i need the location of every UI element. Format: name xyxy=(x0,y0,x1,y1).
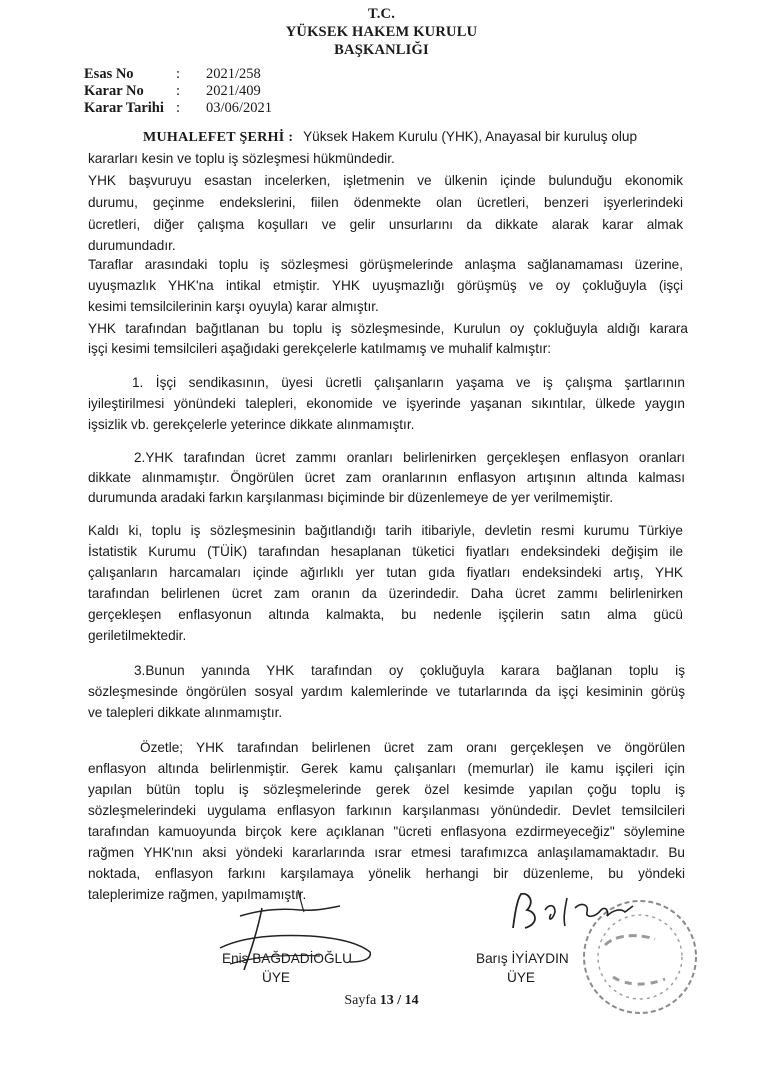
signature-left-name: Enis BAĞDADİOĞLU xyxy=(222,951,352,966)
body-line: İstatistik Kurumu (TÜİK) tarafından hesaplanan tüketici fiyatları endeksindeki değişim ile xyxy=(88,544,683,559)
signature-right-role: ÜYE xyxy=(507,970,535,985)
dissent-label: MUHALEFET ŞERHİ : xyxy=(143,130,294,145)
body-line: Kaldı ki, toplu iş sözleşmesinin bağıtlandığı tarih itibariyle, devletin resmi kurumu Türkiye xyxy=(88,523,683,538)
signature-left-role: ÜYE xyxy=(262,970,290,985)
summary-line: taleplerimize rağmen, yapılmamıştır. xyxy=(88,887,307,902)
item-1-line: iyileştirilmesi yönündeki talepleri, ekonomide ve işyerinde yaşanan sıkıntılar, ülkede yaygın xyxy=(88,396,685,411)
body-line: tarafından belirlenen ücret zam oranın da üzerindedir. Daha ücret zammı belirlenirken xyxy=(88,586,683,601)
summary-line: tarafından kamuoyunda birçok kere açıklanan "ücreti enflasyona ezdirmeyeceğiz" söylemine xyxy=(88,824,685,839)
body-line: işçi kesimi temsilcileri aşağıdaki gerekçelerle katılmamış ve muhalif kalmıştır: xyxy=(88,341,552,356)
meta-value: 03/06/2021 xyxy=(206,100,273,116)
body-text: Yüksek Hakem Kurulu (YHK), Anayasal bir kuruluş olup xyxy=(303,129,638,144)
body-line: YHK başvuruyu esastan incelerken, işletmenin ve ülkenin içinde bulunduğu ekonomik xyxy=(88,173,683,188)
item-2-line: 2.YHK tarafından ücret zammı oranları belirlenirken gerçekleşen enflasyon oranları xyxy=(134,450,685,465)
item-1-line: işsizlik vb. gerekçelerle yeterince dikkate alınmamıştır. xyxy=(88,417,415,432)
body-line: YHK tarafından bağıtlanan bu toplu iş sözleşmesinde, Kurulun oy çokluğuyla aldığı karara xyxy=(88,321,688,336)
item-2-line: durumunda aradaki farkın karşılanması biçiminde bir düzenlemeye de yer verilmemiştir. xyxy=(88,490,614,505)
meta-value: 2021/258 xyxy=(206,66,261,82)
item-3-line: ve talepleri dikkate alınmamıştır. xyxy=(88,705,283,720)
item-3-line: 3.Bunun yanında YHK tarafından oy çokluğuyla karara bağlanan toplu iş xyxy=(134,663,685,678)
meta-sep: : xyxy=(176,100,181,116)
body-line: kararları kesin ve toplu iş sözleşmesi hükmündedir. xyxy=(88,151,395,166)
dissent-opening-line xyxy=(143,128,637,147)
meta-key: Karar Tarihi xyxy=(84,100,164,116)
summary-line: enflasyon altında belirlenmiştir. Gerek kamu çalışanları (memurlar) ile kamu işçileri için xyxy=(88,761,685,776)
body-line: gerçekleşen enflasyonun altında kalmakta, bu nedenle işçilerin satın alma gücü xyxy=(88,607,683,622)
body-line: durumu, geçinme endekslerini, fiilen ödenmekte olan ücretleri, benzeri işyerlerindeki xyxy=(88,195,683,210)
meta-key: Karar No xyxy=(84,83,144,99)
signature-right-image xyxy=(505,888,655,948)
meta-value: 2021/409 xyxy=(206,83,261,99)
header-institution: YÜKSEK HAKEM KURULU xyxy=(285,24,478,40)
item-2-line: dikkate alınmamıştır. Öngörülen ücret zam oranlarının enflasyon artışının altında kalması xyxy=(88,470,685,485)
header-tc: T.C. xyxy=(367,6,396,22)
summary-line: noktada, enflasyon farkını karşılamaya yönelik herhangi bir düzenleme, bu yöndeki xyxy=(88,866,685,881)
header-presidency: BAŞKANLIĞI xyxy=(334,42,429,58)
page-number-value: 13 / 14 xyxy=(379,993,419,1008)
body-line: durumundadır. xyxy=(88,238,176,253)
item-1-line: 1. İşçi sendikasının, üyesi ücretli çalışanların yaşama ve iş çalışma şartlarının xyxy=(132,375,685,390)
body-line: çalışanların harcamaları içinde ağırlıklı yer tutan gıda fiyatları endeksindeki artış, YHK xyxy=(88,565,683,580)
summary-line: Özetle; YHK tarafından belirlenen ücret zam oranı gerçekleşen ve öngörülen xyxy=(140,740,685,755)
signature-right-name: Barış İYİAYDIN xyxy=(476,951,569,966)
summary-line: rağmen YHK'nın aksi yöndeki kararlarında ısrar etmesi tarafımızca anlaşılamamaktadır. Bu xyxy=(88,845,685,860)
body-line: uyuşmazlık YHK'na intikal etmiştir. YHK uyuşmazlığı görüşmüş ve oy çokluğuyla (işçi xyxy=(88,278,683,293)
item-3-line: sözleşmesinde öngörülen sosyal yardım kalemlerinde ve tutarlarında da işçi kesiminin görüş xyxy=(88,684,685,699)
body-line: kesimi temsilcilerinin karşı oyuyla) karar almıştır. xyxy=(88,299,379,314)
summary-line: sözleşmelerindeki uygulama enflasyon farkının karşılanması yönündedir. Devlet temsilcileri xyxy=(88,803,685,818)
meta-sep: : xyxy=(176,66,181,82)
meta-sep: : xyxy=(176,83,181,99)
body-line: geriletilmektedir. xyxy=(88,628,187,643)
body-line: Taraflar arasındaki toplu iş sözleşmesi görüşmelerinde anlaşma sağlanamaması üzerine, xyxy=(88,257,683,272)
meta-key: Esas No xyxy=(84,66,134,82)
body-line: ücretleri, diğer çalışma koşulları ve gelir unsurlarını da dikkate alarak karar almak xyxy=(88,217,683,232)
page-number-prefix: Sayfa xyxy=(344,993,377,1008)
page-number xyxy=(0,993,763,1009)
summary-line: yapılan bütün toplu iş sözleşmelerinde gerek özel kesimde yapılan çoğu toplu iş xyxy=(88,782,685,797)
